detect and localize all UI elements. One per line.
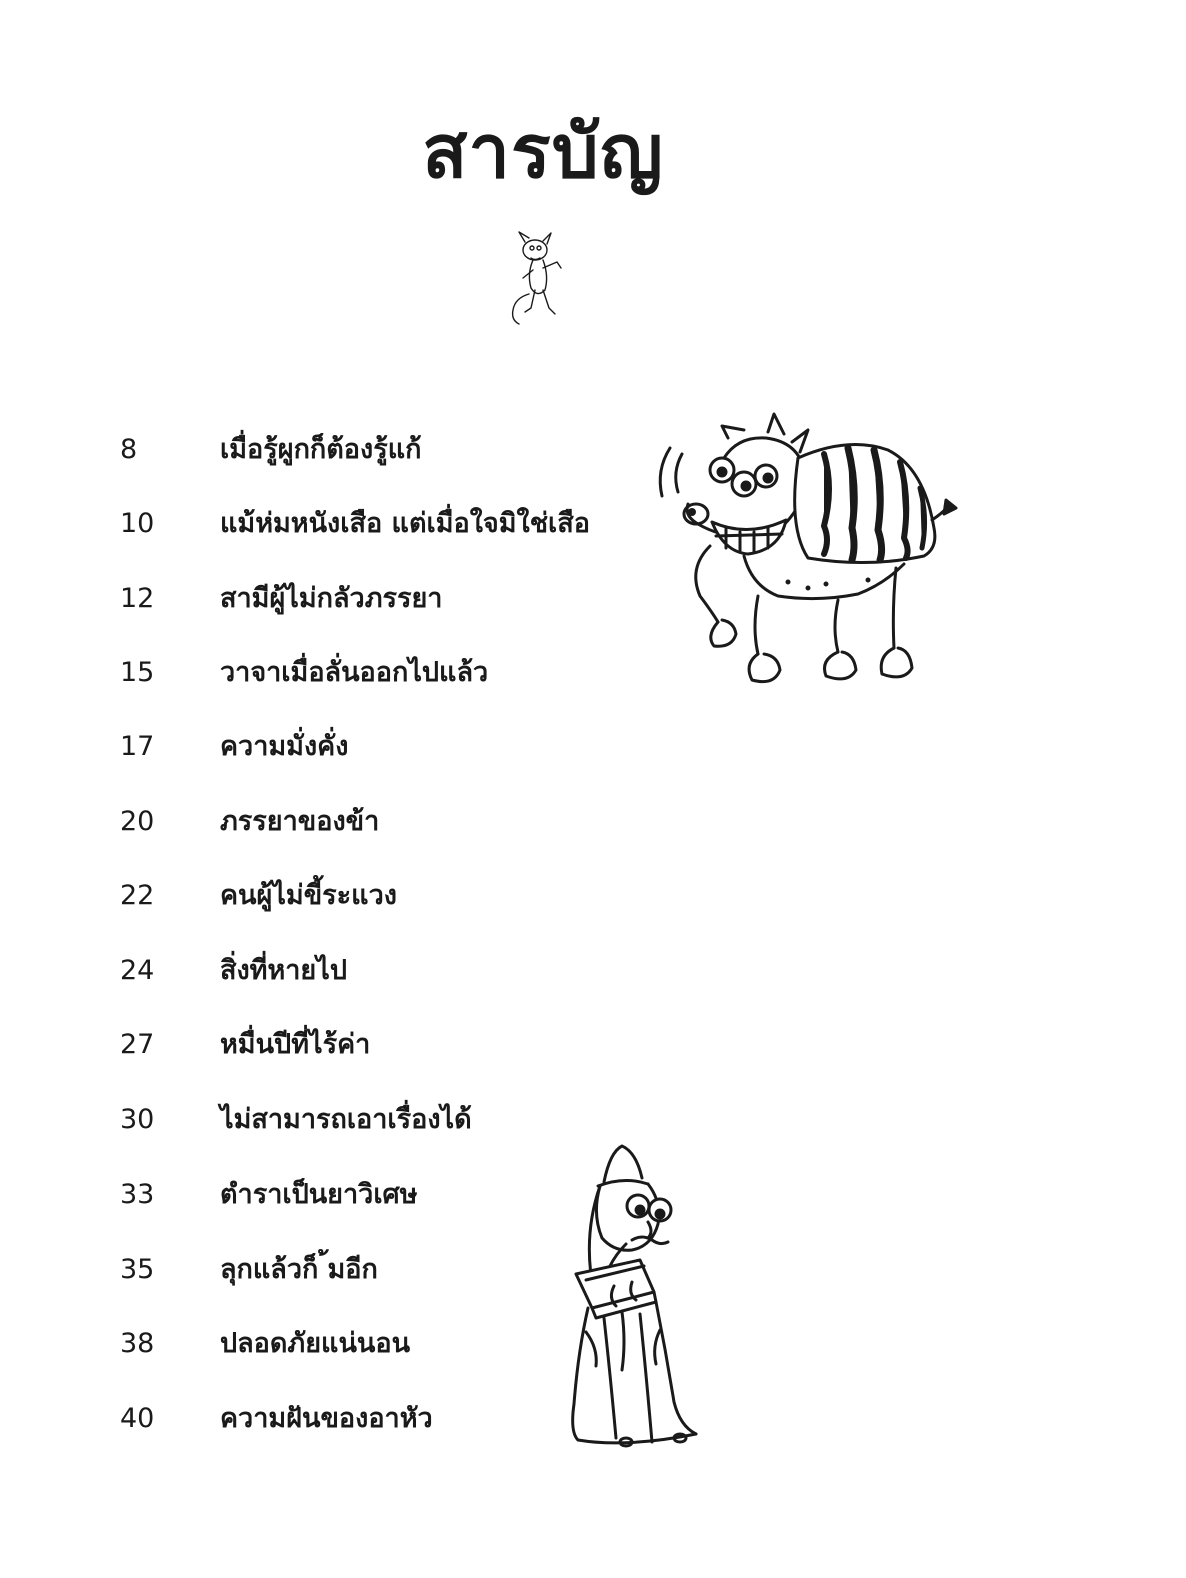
toc-entry[interactable]: [120, 651, 680, 695]
toc-page-number: 10: [120, 508, 155, 539]
toc-entry-title: คนผู้ไม่ขี้ระแวง: [220, 880, 397, 911]
creature-illustration: [505, 228, 571, 328]
toc-entry[interactable]: [120, 577, 680, 621]
toc-entry-title: หมื่นปีที่ไร้ค่า: [220, 1029, 371, 1060]
toc-entry-title: ไม่สามารถเอาเรื่องได้: [220, 1104, 472, 1135]
toc-entry-title: ความมั่งคั่ง: [220, 731, 349, 762]
toc-entry[interactable]: [120, 502, 680, 546]
toc-entry[interactable]: [120, 949, 680, 993]
toc-entry[interactable]: [120, 1098, 680, 1142]
toc-entry-title: สิ่งที่หายไป: [220, 955, 347, 986]
toc-entry[interactable]: [120, 874, 680, 918]
toc-entry-title: สามีผู้ไม่กลัวภรรยา: [220, 583, 443, 614]
page-title: สารบัญ: [422, 109, 664, 195]
toc-entry[interactable]: [120, 1023, 680, 1067]
toc-entry[interactable]: [120, 725, 680, 769]
toc-page-number: 33: [120, 1179, 155, 1210]
toc-page-number: 8: [120, 434, 138, 465]
toc-entry-title: ตำราเป็นยาวิเศษ: [220, 1179, 418, 1210]
toc-entry-title: ปลอดภัยแน่นอน: [220, 1328, 411, 1359]
toc-entry-title: ความฝันของอาหัว: [220, 1403, 433, 1434]
toc-page-number: 22: [120, 880, 155, 911]
toc-page-number: 27: [120, 1029, 155, 1060]
toc-page-number: 17: [120, 731, 155, 762]
toc-entry[interactable]: [120, 800, 680, 844]
toc-page-number: 12: [120, 583, 155, 614]
toc-entry-title: ภรรยาของข้า: [220, 806, 380, 837]
toc-page-number: 30: [120, 1104, 155, 1135]
donkey-in-tiger-skin-illustration: [648, 408, 960, 690]
toc-entry-title: แม้ห่มหนังเสือ แต่เมื่อใจมิใช่เสือ: [220, 508, 590, 539]
toc-entry-title: เมื่อรู้ผูกก็ต้องรู้แก้: [220, 434, 422, 465]
toc-page-number: 15: [120, 657, 155, 688]
toc-page-number: 35: [120, 1254, 155, 1285]
toc-entry-title: วาจาเมื่อลั่นออกไปแล้ว: [220, 657, 489, 688]
toc-entry-title: ลุกแล้วก็ ้มอีก: [220, 1254, 378, 1285]
scholar-with-book-illustration: [556, 1142, 706, 1448]
toc-entry[interactable]: [120, 428, 680, 472]
toc-page-number: 24: [120, 955, 155, 986]
toc-page-number: 40: [120, 1403, 155, 1434]
toc-page-number: 20: [120, 806, 155, 837]
toc-page-number: 38: [120, 1328, 155, 1359]
